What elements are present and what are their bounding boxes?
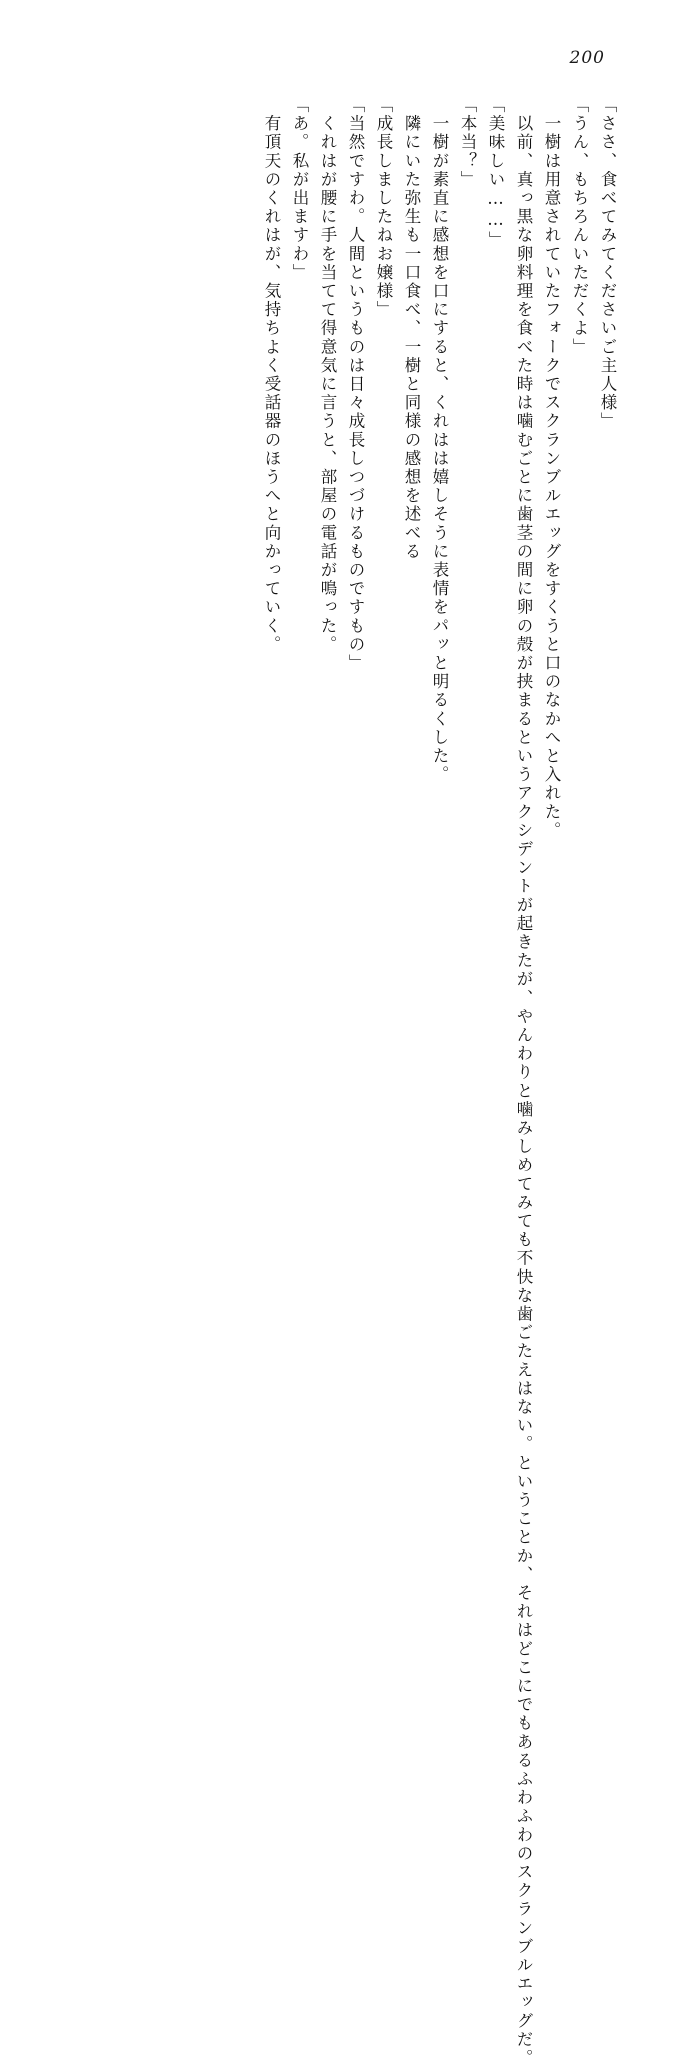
page-number: 200 [569,48,605,68]
text-line: 「成長しましたねお嬢様」 [374,96,393,320]
text-line: 一樹は用意されていたフォークでスクランブルエッグをすくうと口のなかへと入れた。 [542,96,561,840]
text-line: 一樹が素直に感想を口にすると、くれはは嬉しそうに表情をパッと明るくした。 [430,96,449,785]
text-line: 「あ。私が出ますわ」 [290,96,309,282]
text-line: 隣にいた弥生も一口食べ、一樹と同様の感想を述べる [402,96,421,561]
text-line: 「本当？」 [458,96,477,189]
vertical-text-block [48,96,617,2068]
text-line: 「当然ですわ。人間というものは日々成長しつづけるものですもの」 [346,96,365,673]
text-line: くれはが腰に手を当てて得意気に言うと、部屋の電話が鳴った。 [318,96,337,654]
text-line: 「美味しい……」 [486,96,505,250]
text-line: 「ささ、食べてみてくださいご主人様」 [598,96,617,431]
text-line: 「うん、もちろんいただくよ」 [570,96,589,357]
text-line: 有頂天のくれはが、気持ちよく受話器のほうへと向かっていく。 [262,96,281,654]
text-line: 以前、真っ黒な卵料理を食べた時は噛むごとに歯茎の間に卵の殻が挟まるというアクシデントが起きたが、やんわりと噛みしめてみても不快な歯ごたえはない。ということか、それはどこにでもあるふわふわのスクランブルエッグだ。 [514,96,533,2068]
